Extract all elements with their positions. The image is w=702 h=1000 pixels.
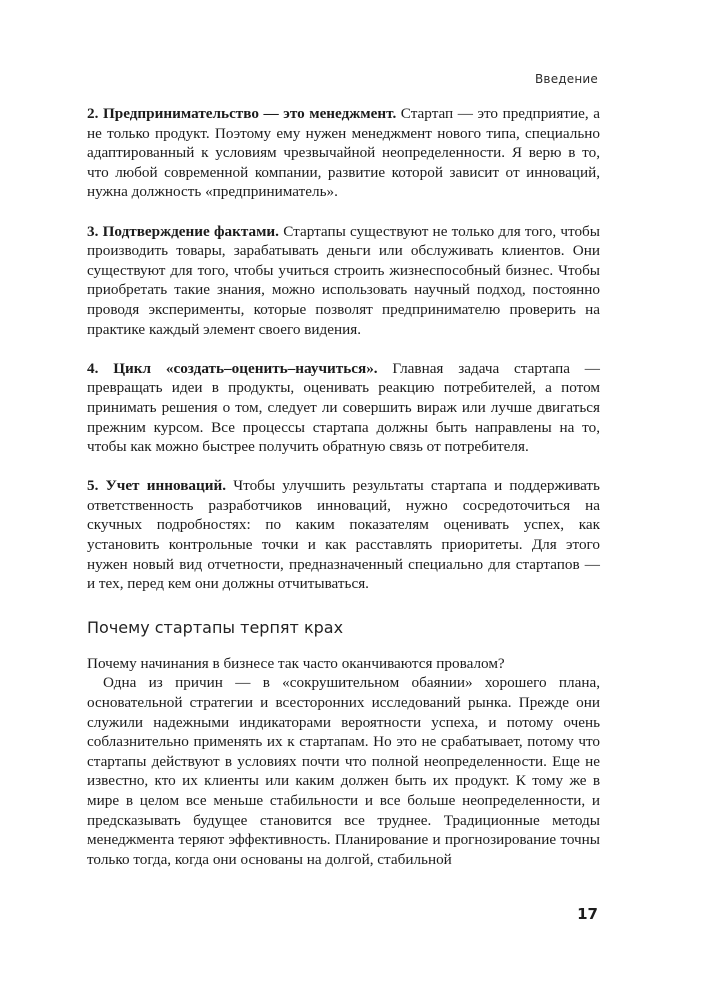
running-header: Введение — [535, 72, 598, 86]
body-paragraph: Почему начинания в бизнесе так часто оканчиваются провалом? — [87, 654, 505, 672]
body-paragraph: Одна из причин — в «сокрушительном обаянии» хорошего плана, основательной стратегии и всесторонних исследований рынка. Прежде они служили надежными индикаторами вероятности успеха, и потому очень соблазнительно применять их к стартапам. Но это не срабатывает, потому что стартапы действуют в условиях почти что полной неопределенности. Еще не известно, кто их клиенты или каким должен быть их продукт. К тому же в мире в целом все меньше стабильности и все больше неопределенности, и предсказывать будущее становится все труднее. Традиционные методы менеджмента теряют эффективность. Планирование и прогнозирование точны только тогда, когда они основаны на долгой, стабильной — [87, 674, 600, 868]
principle-text: Стартап — это предприятие, а не только продукт. Поэтому ему нужен менеджмент нового типа, специально адаптированный к условиям чрезвычайной неопределенности. Я верю в то, что любой современной компании, развитие которой зависит от инноваций, нужна должность «предприниматель». — [87, 105, 600, 201]
principle-text: Стартапы существуют не только для того, чтобы производить товары, зарабатывать деньги или обслуживать клиентов. Они существуют для того, чтобы учиться строить жизнеспособный бизнес. Чтобы приобретать такие знания, можно использовать научный подход, постоянно проводя эксперименты, которые позволят предпринимателю проверить на практике каждый элемент своего видения. — [87, 222, 600, 338]
principle-text: Чтобы улучшить результаты стартапа и поддерживать ответственность разработчиков инноваций, нужно сосредоточиться на скучных подробностях: по каким показателям оценивать успех, как установить контрольные точки и как расставлять приоритеты. Для этого нужен новый вид отчетности, предназначенный специально для стартапов — и тех, перед кем они должны отчитываться. — [87, 477, 600, 593]
principle-text: Главная задача стартапа — превращать идеи в продукты, оценивать реакцию потребителей, а потом принимать решения о том, следует ли совершить вираж или лучше двигаться прежним курсом. Все процессы стартапа должны быть направлены на то, чтобы как можно быстрее получить обратную связь от потребителя. — [87, 359, 600, 456]
principle-lead: 2. Предпринимательство — это менеджмент. — [87, 105, 397, 122]
principle-paragraph — [87, 476, 600, 594]
principle-lead: 5. Учет инноваций. — [87, 477, 227, 495]
page-body — [87, 104, 600, 869]
principle-paragraph — [87, 359, 600, 457]
principle-paragraph — [87, 104, 600, 202]
principle-paragraph — [87, 222, 600, 340]
principle-lead: 3. Подтверждение фактами. — [87, 222, 279, 240]
page-number: 17 — [577, 905, 598, 923]
principle-lead: 4. Цикл «создать–оценить–научиться». — [87, 359, 378, 377]
section-heading: Почему стартапы терпят крах — [87, 617, 344, 637]
